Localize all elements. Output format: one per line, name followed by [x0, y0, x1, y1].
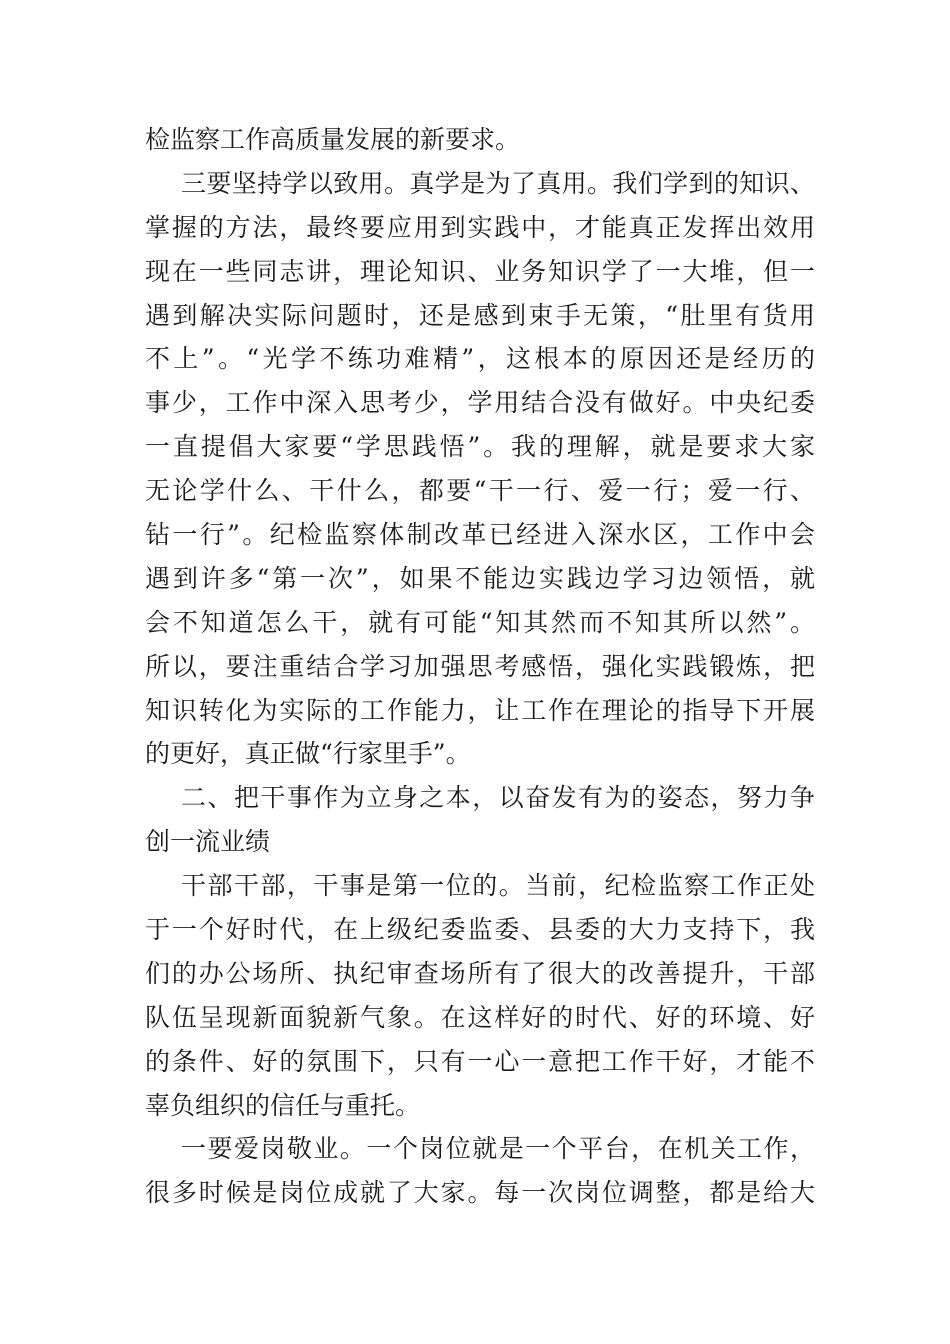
text-line: 二、把干事作为立身之本，以奋发有为的姿态，努力争 — [181, 783, 815, 813]
text-line: 会不知道怎么干，就有可能“知其然而不知其所以然”。 — [145, 607, 815, 637]
text-line: 干部干部，干事是第一位的。当前，纪检监察工作正处 — [181, 871, 815, 901]
text-line: 于一个好时代，在上级纪委监委、县委的大力支持下，我 — [145, 915, 815, 945]
text-line: 知识转化为实际的工作能力，让工作在理论的指导下开展 — [145, 695, 815, 725]
text-line: 掌握的方法，最终要应用到实践中，才能真正发挥出效用 — [145, 212, 815, 242]
text-line: 遇到解决实际问题时，还是感到束手无策，“肚里有货用 — [145, 300, 815, 330]
text-line: 钻一行”。纪检监察体制改革已经进入深水区，工作中会 — [145, 520, 815, 550]
body-text — [145, 118, 815, 1215]
text-line: 一直提倡大家要“学思践悟”。我的理解，就是要求大家 — [145, 432, 815, 462]
text-line: 一要爱岗敬业。一个岗位就是一个平台，在机关工作， — [181, 1134, 815, 1164]
text-line: 检监察工作高质量发展的新要求。 — [145, 125, 521, 154]
text-line: 队伍呈现新面貌新气象。在这样好的时代、好的环境、好 — [145, 1002, 815, 1032]
text-line: 不上”。“光学不练功难精”，这根本的原因还是经历的 — [145, 344, 815, 374]
text-line: 的更好，真正做“行家里手”。 — [145, 739, 471, 769]
text-line: 的条件、好的氛围下，只有一心一意把工作干好，才能不 — [145, 1046, 815, 1076]
text-line: 事少，工作中深入思考少，学用结合没有做好。中央纪委 — [145, 388, 815, 418]
text-line: 创一流业绩 — [145, 827, 271, 857]
text-line: 辜负组织的信任与重托。 — [145, 1090, 421, 1120]
text-line: 三要坚持学以致用。真学是为了真用。我们学到的知识、 — [181, 168, 815, 198]
text-line: 现在一些同志讲，理论知识、业务知识学了一大堆，但一 — [145, 256, 815, 286]
text-line: 遇到许多“第一次”，如果不能边实践边学习边领悟，就 — [145, 563, 815, 593]
text-line: 所以，要注重结合学习加强思考感悟，强化实践锻炼，把 — [145, 651, 815, 681]
text-line: 无论学什么、干什么，都要“干一行、爱一行；爱一行、 — [145, 476, 815, 506]
text-line: 很多时候是岗位成就了大家。每一次岗位调整，都是给大 — [145, 1178, 815, 1208]
text-line: 们的办公场所、执纪审查场所有了很大的改善提升，干部 — [145, 958, 815, 988]
